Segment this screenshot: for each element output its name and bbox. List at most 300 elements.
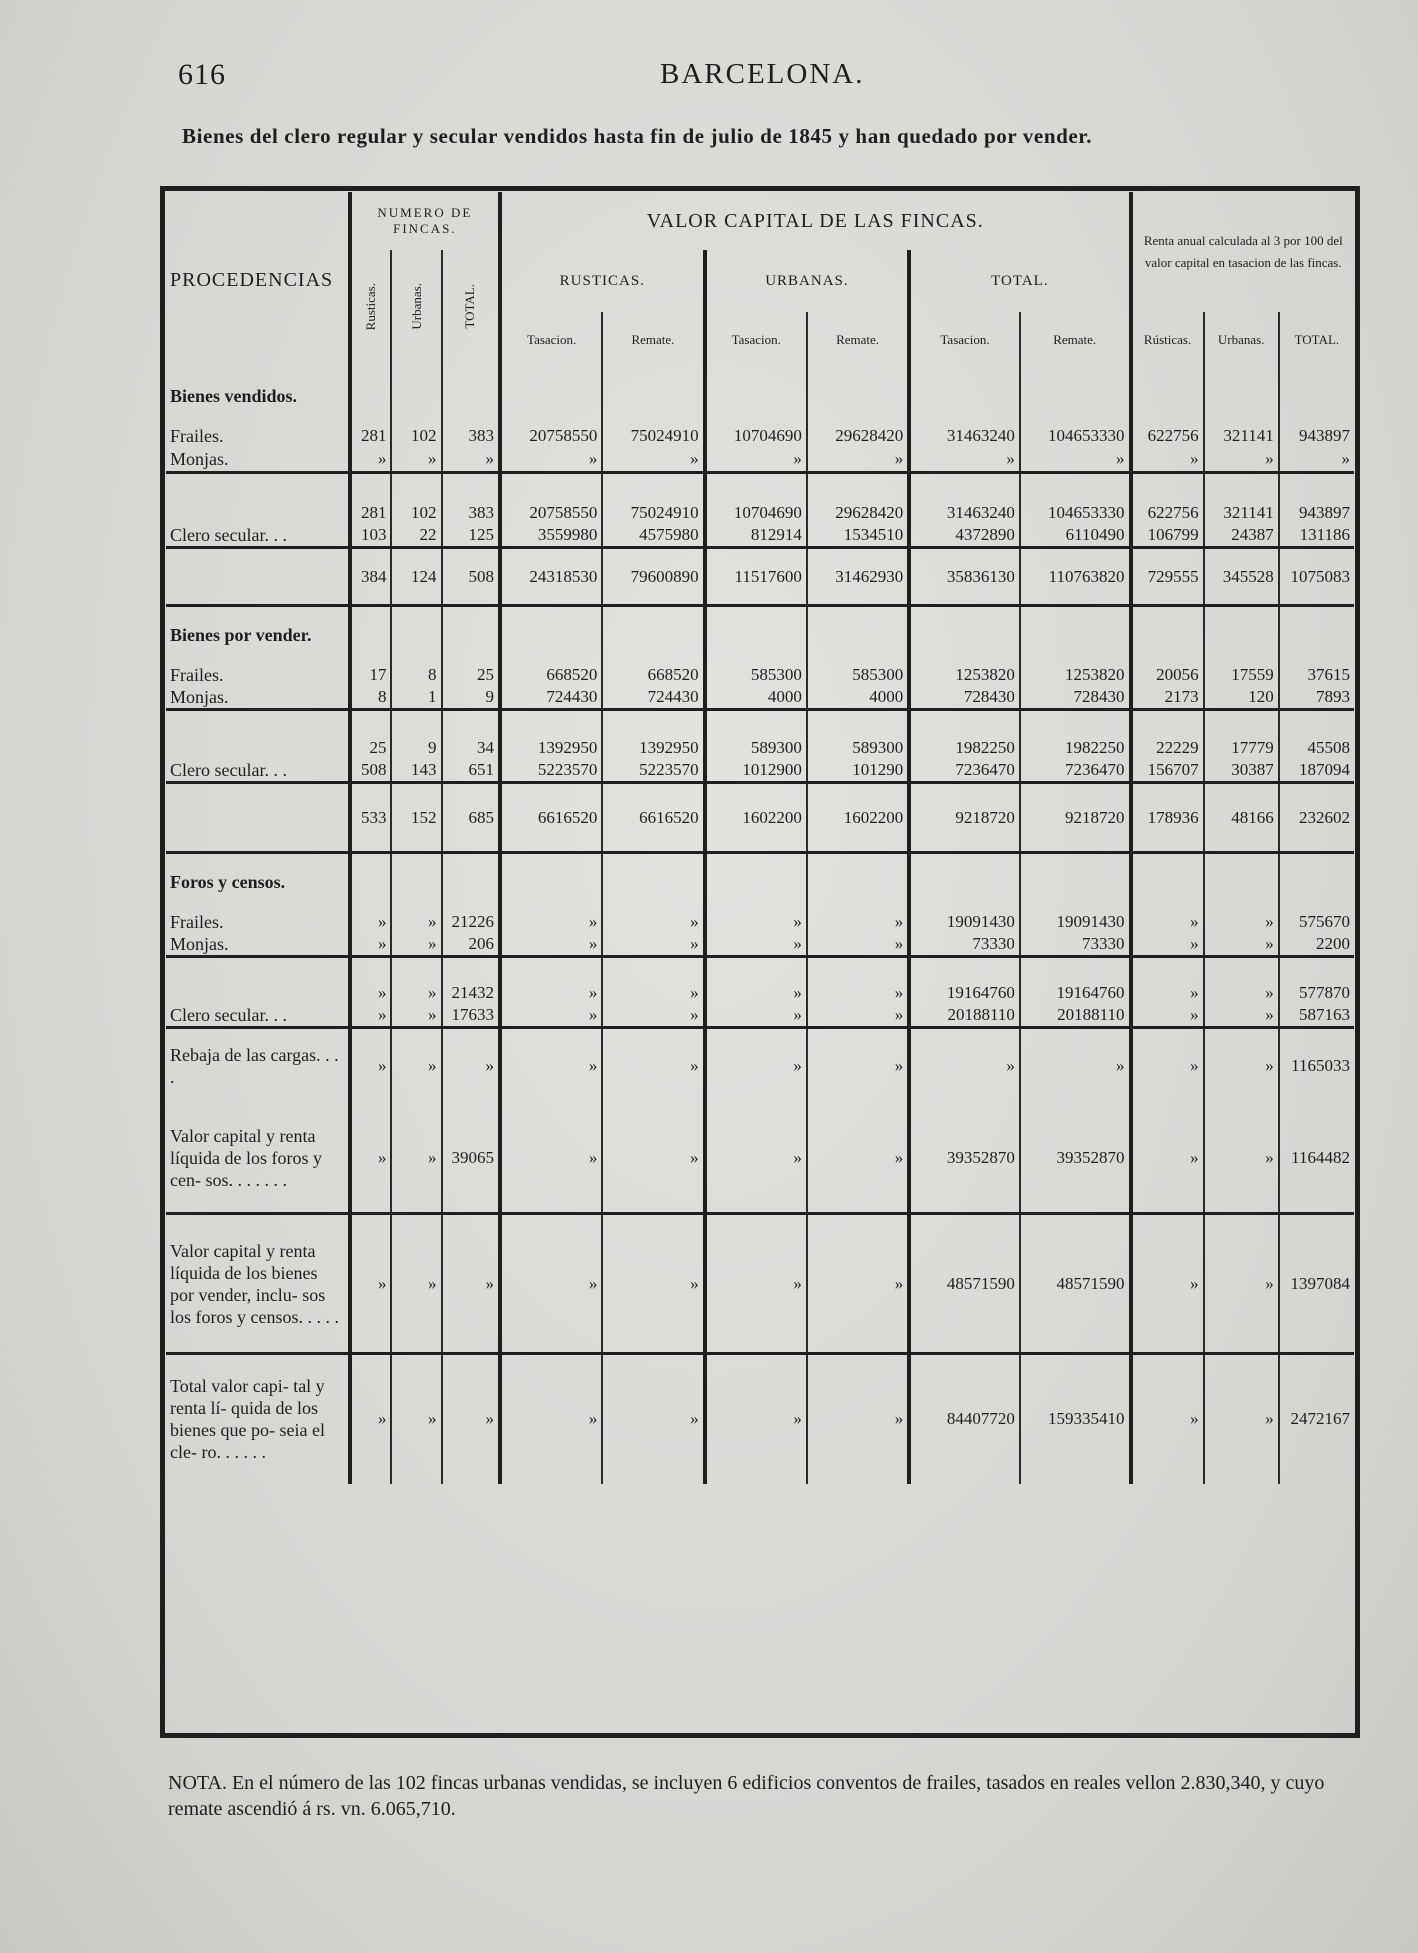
table-cell: 589300	[807, 737, 909, 759]
table-cell	[1279, 606, 1354, 664]
table-cell: 159335410	[1020, 1354, 1131, 1484]
table-cell: »	[1204, 911, 1279, 933]
table-row	[166, 709, 1354, 737]
table-cell: 102	[391, 424, 441, 448]
table-cell: 20188110	[1020, 1004, 1131, 1028]
table-cell: 9218720	[909, 783, 1020, 853]
table-cell: 45508	[1307, 738, 1350, 757]
table-cell	[705, 853, 807, 911]
table-cell: »	[1204, 982, 1279, 1004]
table-cell: 1982250	[909, 737, 1020, 759]
table-row	[166, 853, 1354, 911]
table-cell: 17	[350, 664, 392, 686]
table-row	[166, 524, 1354, 548]
table-cell: »	[391, 1028, 441, 1104]
table-cell: »	[1204, 1004, 1279, 1028]
table-cell: 1397084	[1279, 1214, 1354, 1354]
table-row	[166, 933, 1354, 957]
table-cell: 30387	[1204, 759, 1279, 783]
table-row	[166, 982, 1354, 1004]
table-cell	[909, 853, 1020, 911]
table-cell: »	[500, 448, 602, 472]
table-cell	[442, 956, 500, 982]
table-cell: 1253820	[1020, 664, 1131, 686]
table-cell: 20758550	[500, 424, 602, 448]
header-rusticas: RUSTICAS.	[500, 250, 705, 312]
table-cell: 4000	[705, 686, 807, 710]
table-cell	[705, 709, 807, 737]
table-cell	[500, 472, 602, 502]
header-remate: Remate.	[1020, 312, 1131, 368]
table-cell	[1131, 472, 1204, 502]
table-cell: 1012900	[705, 759, 807, 783]
table-cell: 577870	[1299, 983, 1350, 1002]
table-cell: »	[705, 1104, 807, 1214]
table-cell	[909, 709, 1020, 737]
table-cell: 156707	[1131, 759, 1204, 783]
table-cell: »	[602, 1104, 704, 1214]
table-row	[166, 548, 1354, 606]
page-title: Bienes del clero regular y secular vendidos hasta fin de julio de 1845 y han quedado por vender.	[182, 124, 1093, 148]
table-cell: 728430	[909, 686, 1020, 710]
table-cell	[1204, 368, 1279, 424]
table-cell	[807, 368, 909, 424]
header-numero-fincas: NUMERO DE FINCAS.	[350, 192, 500, 250]
table-cell	[1279, 853, 1354, 911]
header-urbanas-count: Urbanas.	[391, 250, 441, 368]
table-cell: 31462930	[807, 548, 909, 606]
row-label	[166, 982, 350, 1004]
table-cell: »	[602, 448, 704, 472]
table-cell: »	[1020, 448, 1131, 472]
table-cell: »	[909, 448, 1020, 472]
table-cell	[500, 956, 602, 982]
header-r-total: TOTAL.	[1294, 332, 1340, 347]
table-cell: 206	[442, 933, 500, 957]
table-row	[166, 472, 1354, 502]
table-cell: 104653330	[1020, 502, 1131, 524]
table-cell: »	[807, 448, 909, 472]
table-cell: 29628420	[807, 502, 909, 524]
table-cell: 39352870	[1020, 1104, 1131, 1214]
table-cell	[602, 472, 704, 502]
table-cell: 24387	[1204, 524, 1279, 548]
table-cell: 943897	[1299, 426, 1350, 445]
row-label	[166, 956, 350, 982]
table-cell: »	[1131, 933, 1204, 957]
row-label: Frailes.	[166, 664, 350, 686]
table-cell: 668520	[500, 664, 602, 686]
table-cell: »	[602, 1214, 704, 1354]
table-cell: 20188110	[909, 1004, 1020, 1028]
row-label	[166, 502, 350, 524]
table-cell: »	[1204, 448, 1279, 472]
table-row	[166, 502, 1354, 524]
table-cell: »	[909, 1028, 1020, 1104]
table-cell	[1279, 709, 1354, 737]
table-cell	[1131, 853, 1204, 911]
table-cell: 35836130	[909, 548, 1020, 606]
table-cell: »	[1204, 1104, 1279, 1214]
table-cell: 1392950	[602, 737, 704, 759]
table-cell	[391, 368, 441, 424]
table-cell: 187094	[1279, 759, 1354, 783]
table-row	[166, 911, 1354, 933]
table-cell: 1164482	[1279, 1104, 1354, 1214]
row-label: Clero secular. . .	[166, 759, 350, 783]
table-cell	[807, 853, 909, 911]
table-cell: 587163	[1279, 1004, 1354, 1028]
table-cell: 110763820	[1020, 548, 1131, 606]
table-row	[166, 686, 1354, 710]
table-cell	[1131, 606, 1204, 664]
table-cell	[705, 956, 807, 982]
table-cell	[807, 709, 909, 737]
table-cell	[909, 606, 1020, 664]
running-head: BARCELONA.	[660, 58, 865, 90]
header-r-rusticas: Rústicas.	[1131, 312, 1204, 368]
header-remate: Remate.	[602, 312, 704, 368]
table-cell: 383	[442, 502, 500, 524]
table-cell: »	[807, 982, 909, 1004]
table-row	[166, 424, 1354, 448]
table-cell: 281	[350, 502, 392, 524]
table-cell: »	[705, 448, 807, 472]
table-cell: 48571590	[909, 1214, 1020, 1354]
table-cell: 1	[391, 686, 441, 710]
table-cell	[500, 368, 602, 424]
table-cell: »	[391, 1214, 441, 1354]
table-cell	[1279, 472, 1354, 502]
table-cell: »	[602, 933, 704, 957]
table-cell: »	[1131, 982, 1204, 1004]
table-cell: »	[807, 1214, 909, 1354]
row-label: Valor capital y renta líquida de los bienes por vender, inclu- sos los foros y censos. . . . .	[166, 1214, 350, 1354]
table-cell: 6110490	[1020, 524, 1131, 548]
table-cell: 1392950	[500, 737, 602, 759]
table-cell	[705, 472, 807, 502]
row-label	[166, 709, 350, 737]
table-cell: 3559980	[500, 524, 602, 548]
table-cell	[1279, 368, 1354, 424]
table-cell: »	[1204, 1214, 1279, 1354]
table-cell: 943897	[1299, 503, 1350, 522]
footnote: NOTA. En el número de las 102 fincas urbanas vendidas, se incluyen 6 edificios conventos de frailes, tasados en reales vellon 2.830,340, y cuyo remate ascendió á rs. vn. 6.065,710.	[168, 1772, 1325, 1820]
table-cell: 8	[391, 664, 441, 686]
table-cell: »	[350, 1104, 392, 1214]
table-cell: »	[500, 933, 602, 957]
table-cell: »	[500, 911, 602, 933]
table-cell: 5223570	[602, 759, 704, 783]
table-cell: 10704690	[705, 424, 807, 448]
table-cell	[1204, 472, 1279, 502]
table-cell: »	[391, 1004, 441, 1028]
table-row	[166, 1354, 1354, 1484]
table-cell: 19091430	[909, 911, 1020, 933]
table-cell: 124	[391, 548, 441, 606]
table-cell: »	[1131, 448, 1204, 472]
header-total: TOTAL.	[909, 250, 1130, 312]
row-label: Monjas.	[166, 933, 350, 957]
table-cell: »	[350, 1028, 392, 1104]
table-cell: 321141	[1204, 502, 1279, 524]
table-row	[166, 664, 1354, 686]
table-cell: »	[705, 933, 807, 957]
table-cell	[500, 853, 602, 911]
table-cell: 10704690	[705, 502, 807, 524]
table-cell: 21226	[442, 911, 500, 933]
table-cell	[1020, 709, 1131, 737]
table-cell: 508	[350, 759, 392, 783]
table-row	[166, 1104, 1354, 1214]
table-cell: 9218720	[1020, 783, 1131, 853]
table-cell: »	[391, 911, 441, 933]
table-cell: 17779	[1204, 737, 1279, 759]
table-cell: 622756	[1131, 424, 1204, 448]
table-cell: »	[705, 1004, 807, 1028]
header-renta: Renta anual calculada al 3 por 100 del valor capital en tasacion de las fincas.	[1143, 233, 1343, 270]
table-cell	[350, 368, 392, 424]
table-row	[166, 606, 1354, 664]
table-cell: 101290	[807, 759, 909, 783]
table-cell: »	[350, 448, 392, 472]
table-cell: »	[705, 982, 807, 1004]
table-cell: »	[391, 933, 441, 957]
row-label	[166, 472, 350, 502]
table-cell: 685	[442, 783, 500, 853]
table-cell	[1204, 956, 1279, 982]
table-cell: »	[705, 1354, 807, 1484]
table-cell: 575670	[1299, 911, 1350, 931]
table-cell	[442, 853, 500, 911]
table-cell	[602, 368, 704, 424]
table-cell: 48166	[1204, 783, 1279, 853]
table-cell: 131186	[1279, 524, 1354, 548]
table-cell: 4372890	[909, 524, 1020, 548]
table-cell: 7236470	[909, 759, 1020, 783]
table-row	[166, 783, 1354, 853]
table-cell: 19164760	[1020, 982, 1131, 1004]
table-cell: »	[807, 911, 909, 933]
table-cell: 8	[350, 686, 392, 710]
table-cell: 29628420	[807, 424, 909, 448]
table-cell: 9	[442, 686, 500, 710]
table-cell	[807, 472, 909, 502]
table-cell: 724430	[500, 686, 602, 710]
table-cell: 25	[442, 664, 500, 686]
table-cell: 24318530	[500, 548, 602, 606]
table-cell	[1020, 368, 1131, 424]
table-cell	[1204, 709, 1279, 737]
table-cell: »	[807, 1028, 909, 1104]
table-cell: 1534510	[807, 524, 909, 548]
table-cell: 651	[442, 759, 500, 783]
table-cell: »	[602, 911, 704, 933]
table-cell: 321141	[1204, 424, 1279, 448]
table-cell: 384	[350, 548, 392, 606]
table-cell	[1131, 368, 1204, 424]
table-cell	[909, 368, 1020, 424]
table-cell	[602, 853, 704, 911]
table-cell: »	[442, 1214, 500, 1354]
table-cell	[1131, 956, 1204, 982]
table-cell: »	[442, 1354, 500, 1484]
row-label: Clero secular. . .	[166, 524, 350, 548]
table-cell	[1204, 853, 1279, 911]
header-remate: Remate.	[807, 312, 909, 368]
table-cell: »	[705, 1028, 807, 1104]
table-cell: 7236470	[1020, 759, 1131, 783]
table-row	[166, 956, 1354, 982]
table-cell: 152	[391, 783, 441, 853]
table-cell: »	[807, 1104, 909, 1214]
table-row	[166, 1214, 1354, 1354]
table-cell: 508	[442, 548, 500, 606]
table-cell: »	[500, 1214, 602, 1354]
table-row	[166, 737, 1354, 759]
section-foros-censos: Foros y censos.	[166, 853, 350, 911]
table-cell: 73330	[909, 933, 1020, 957]
table-cell: »	[1204, 1028, 1279, 1104]
table-cell: »	[442, 448, 500, 472]
table-cell: »	[1131, 1354, 1204, 1484]
table-row	[166, 1004, 1354, 1028]
table-cell	[807, 606, 909, 664]
table-cell: 125	[442, 524, 500, 548]
row-label: Frailes.	[166, 911, 350, 933]
table-cell: 31463240	[909, 502, 1020, 524]
table-cell: 668520	[602, 664, 704, 686]
table-cell: 21432	[442, 982, 500, 1004]
table-cell: 22229	[1131, 737, 1204, 759]
table-cell: 75024910	[602, 502, 704, 524]
row-label	[166, 548, 350, 606]
row-label	[166, 783, 350, 853]
table-cell: 106799	[1131, 524, 1204, 548]
table-cell: »	[350, 911, 392, 933]
table-cell	[350, 853, 392, 911]
table-cell: 11517600	[705, 548, 807, 606]
table-cell: »	[350, 1004, 392, 1028]
table-cell: 6616520	[602, 783, 704, 853]
table-cell: »	[602, 1354, 704, 1484]
table-cell	[391, 956, 441, 982]
row-label: Valor capital y renta líquida de los foros y cen- sos. . . . . . .	[166, 1104, 350, 1214]
table-cell: 622756	[1131, 502, 1204, 524]
table-cell: 1253820	[909, 664, 1020, 686]
table-row	[166, 759, 1354, 783]
header-tasacion: Tasacion.	[500, 312, 602, 368]
table-cell	[350, 472, 392, 502]
table-cell: 34	[442, 737, 500, 759]
table-cell: »	[602, 1028, 704, 1104]
table-cell	[1020, 472, 1131, 502]
table-cell	[909, 472, 1020, 502]
table-cell: 728430	[1020, 686, 1131, 710]
table-cell	[500, 606, 602, 664]
table-cell: 1602200	[807, 783, 909, 853]
header-total-count: TOTAL.	[442, 250, 500, 368]
table-cell: 79600890	[602, 548, 704, 606]
table-cell: »	[807, 933, 909, 957]
table-cell: »	[350, 933, 392, 957]
table-cell	[500, 709, 602, 737]
table-cell	[602, 956, 704, 982]
table-cell: »	[1131, 1028, 1204, 1104]
table-cell: »	[350, 982, 392, 1004]
table-cell: »	[391, 1354, 441, 1484]
table-cell: 84407720	[909, 1354, 1020, 1484]
header-valor-capital: VALOR CAPITAL DE LAS FINCAS.	[500, 192, 1131, 250]
page-number: 616	[178, 58, 226, 91]
table-cell: 103	[350, 524, 392, 548]
table-cell: »	[442, 1028, 500, 1104]
header-urbanas: URBANAS.	[705, 250, 910, 312]
table-cell	[442, 709, 500, 737]
table-cell: 9	[391, 737, 441, 759]
table-cell: »	[705, 1214, 807, 1354]
table-cell: 7893	[1279, 686, 1354, 710]
table-cell	[350, 956, 392, 982]
data-table	[166, 192, 1354, 1484]
table-cell: 1165033	[1291, 1056, 1350, 1076]
table-cell: 533	[350, 783, 392, 853]
table-cell	[1279, 956, 1354, 982]
table-cell: 17633	[442, 1004, 500, 1028]
table-cell: »	[391, 448, 441, 472]
section-bienes-por-vender: Bienes por vender.	[166, 606, 350, 664]
table-cell	[391, 472, 441, 502]
table-cell: 39065	[442, 1104, 500, 1214]
table-cell: »	[350, 1214, 392, 1354]
table-cell: »	[807, 1004, 909, 1028]
table-cell: 73330	[1020, 933, 1131, 957]
table-cell: 75024910	[602, 424, 704, 448]
table-cell	[350, 606, 392, 664]
header-rusticas-count: Rusticas.	[350, 250, 392, 368]
table-cell: 2200	[1279, 933, 1354, 957]
table-cell: 31463240	[909, 424, 1020, 448]
table-cell: »	[1279, 448, 1354, 472]
table-cell: »	[350, 1354, 392, 1484]
table-cell: »	[1204, 1354, 1279, 1484]
section-bienes-vendidos: Bienes vendidos.	[166, 368, 350, 424]
table-cell: »	[602, 1004, 704, 1028]
table-cell: »	[500, 1004, 602, 1028]
table-cell: 25	[350, 737, 392, 759]
table-cell: 37615	[1307, 664, 1350, 684]
table-cell: 102	[391, 502, 441, 524]
table-cell: 4575980	[602, 524, 704, 548]
table-cell: »	[500, 1354, 602, 1484]
table-cell: 22	[391, 524, 441, 548]
table-cell: 589300	[705, 737, 807, 759]
table-cell	[1131, 709, 1204, 737]
header-tasacion: Tasacion.	[909, 312, 1020, 368]
table-cell: »	[1131, 1004, 1204, 1028]
table-cell: 19091430	[1020, 911, 1131, 933]
table-cell: »	[1020, 1028, 1131, 1104]
table-cell: 812914	[705, 524, 807, 548]
table-cell	[602, 709, 704, 737]
table-cell	[705, 368, 807, 424]
table-cell: »	[1131, 1104, 1204, 1214]
table-cell: 383	[442, 424, 500, 448]
header-r-urbanas: Urbanas.	[1204, 312, 1279, 368]
table-cell: 1075083	[1279, 548, 1354, 606]
table-cell: 2472167	[1290, 1409, 1350, 1429]
table-cell	[391, 606, 441, 664]
